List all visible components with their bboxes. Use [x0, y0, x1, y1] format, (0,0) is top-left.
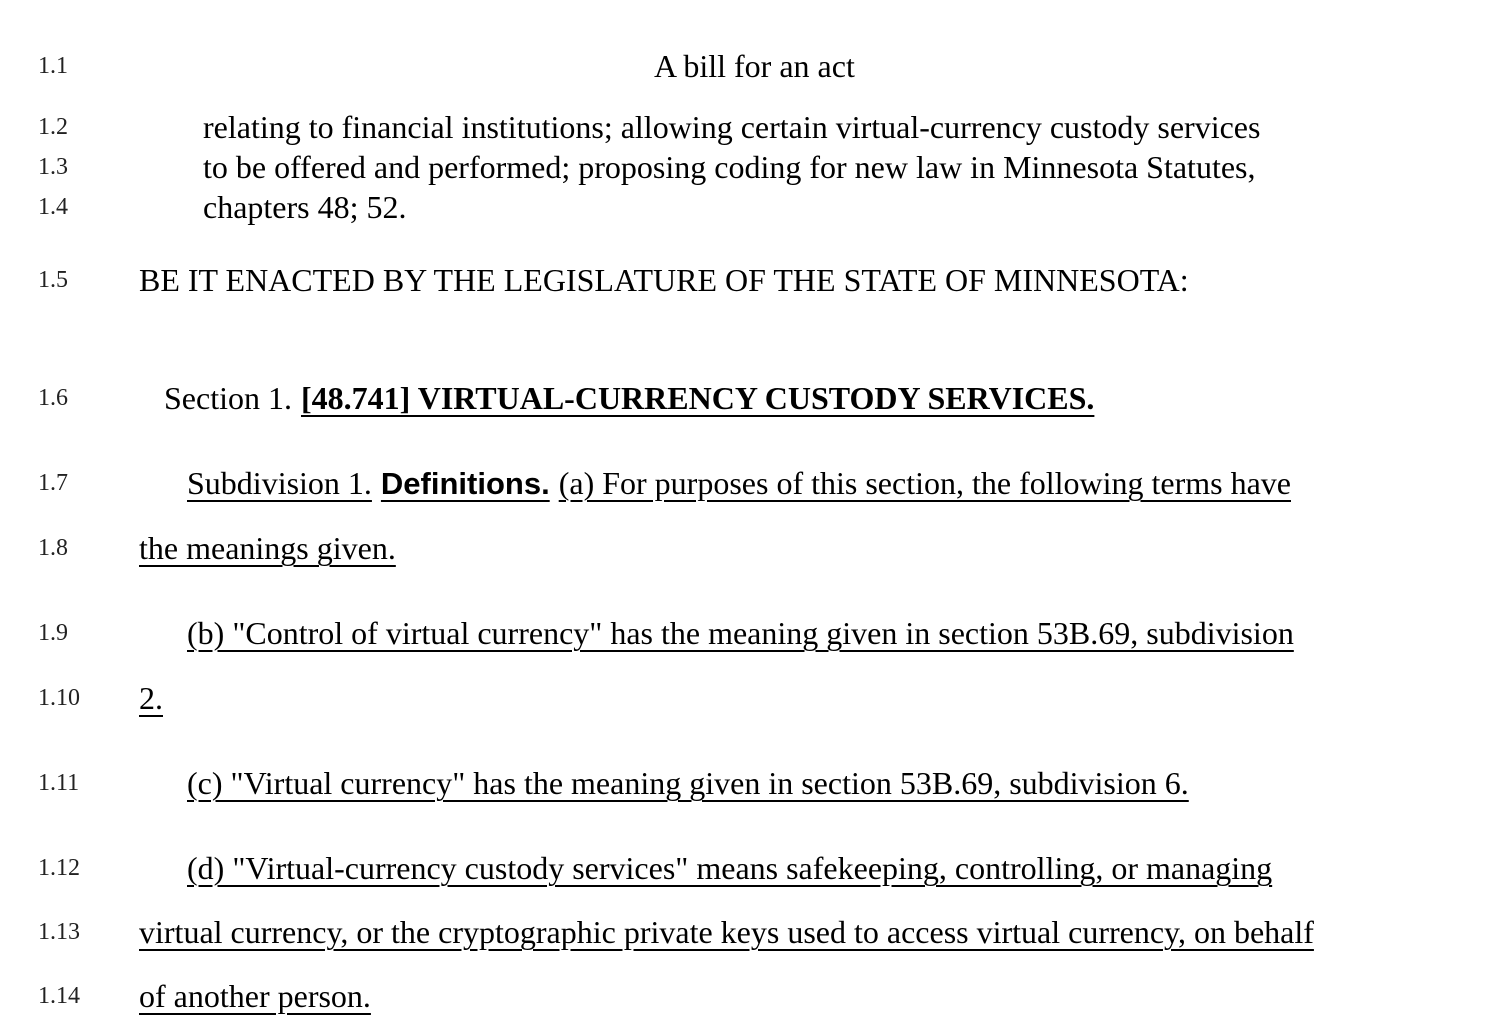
- bill-line-1-10: [0, 678, 1492, 718]
- inserted-text: virtual currency, or the cryptographic private keys used to access virtual currency, on behalf: [139, 914, 1314, 950]
- line-number: 1.9: [38, 620, 68, 646]
- line-number: 1.8: [38, 535, 68, 561]
- line-number: 1.10: [38, 685, 80, 711]
- line-number: 1.13: [38, 919, 80, 945]
- bill-line-1-3: [0, 147, 1492, 187]
- bill-line-1-9: [0, 613, 1492, 653]
- bill-line-1-13: [0, 912, 1492, 952]
- line-number: 1.7: [38, 470, 68, 496]
- bill-description-text: relating to financial institutions; allowing certain virtual-currency custody services: [203, 109, 1261, 145]
- line-number: 1.11: [38, 770, 80, 796]
- inserted-text: the meanings given.: [139, 530, 396, 566]
- line-number: 1.12: [38, 855, 80, 881]
- bill-line-1-14: [0, 976, 1492, 1016]
- line-number: 1.14: [38, 983, 80, 1009]
- bill-line-1-5: [0, 260, 1492, 300]
- inserted-text: of another person.: [139, 978, 371, 1014]
- section-heading: [48.741] VIRTUAL-CURRENCY CUSTODY SERVICES.: [300, 380, 1095, 416]
- subdivision-header: [187, 463, 1291, 504]
- line-number: 1.6: [38, 385, 68, 411]
- line-number: 1.4: [38, 194, 68, 220]
- inserted-text: (d) "Virtual-currency custody services" means safekeeping, controlling, or managing: [187, 850, 1273, 886]
- bill-line-1-2: [0, 107, 1492, 147]
- inserted-text: (a) For purposes of this section, the following terms have: [558, 465, 1291, 501]
- bill-description-text: to be offered and performed; proposing coding for new law in Minnesota Statutes,: [203, 149, 1256, 185]
- bill-description-text: chapters 48; 52.: [203, 189, 407, 225]
- line-number: 1.3: [38, 154, 68, 180]
- inserted-text: (b) "Control of virtual currency" has the meaning given in section 53B.69, subdivision: [187, 615, 1294, 651]
- inserted-text: (c) "Virtual currency" has the meaning given in section 53B.69, subdivision 6.: [187, 765, 1189, 801]
- bill-line-1-8: [0, 528, 1492, 568]
- bill-line-1-12: [0, 848, 1492, 888]
- subdivision-heading: Definitions.: [380, 466, 550, 501]
- bill-line-1-1: [0, 46, 1492, 86]
- line-number: 1.5: [38, 267, 68, 293]
- section-header: [164, 378, 1094, 418]
- inserted-text: 2.: [139, 680, 163, 716]
- line-number: 1.2: [38, 114, 68, 140]
- enacting-clause: BE IT ENACTED BY THE LEGISLATURE OF THE STATE OF MINNESOTA:: [139, 262, 1189, 298]
- bill-line-1-7: [0, 463, 1492, 503]
- subdivision-label: Subdivision 1.: [187, 465, 372, 501]
- bill-title: A bill for an act: [654, 48, 855, 84]
- bill-line-1-6: [0, 378, 1492, 418]
- bill-line-1-11: [0, 763, 1492, 803]
- bill-line-1-4: [0, 187, 1492, 227]
- section-label: Section 1.: [164, 380, 292, 416]
- line-number: 1.1: [38, 53, 68, 79]
